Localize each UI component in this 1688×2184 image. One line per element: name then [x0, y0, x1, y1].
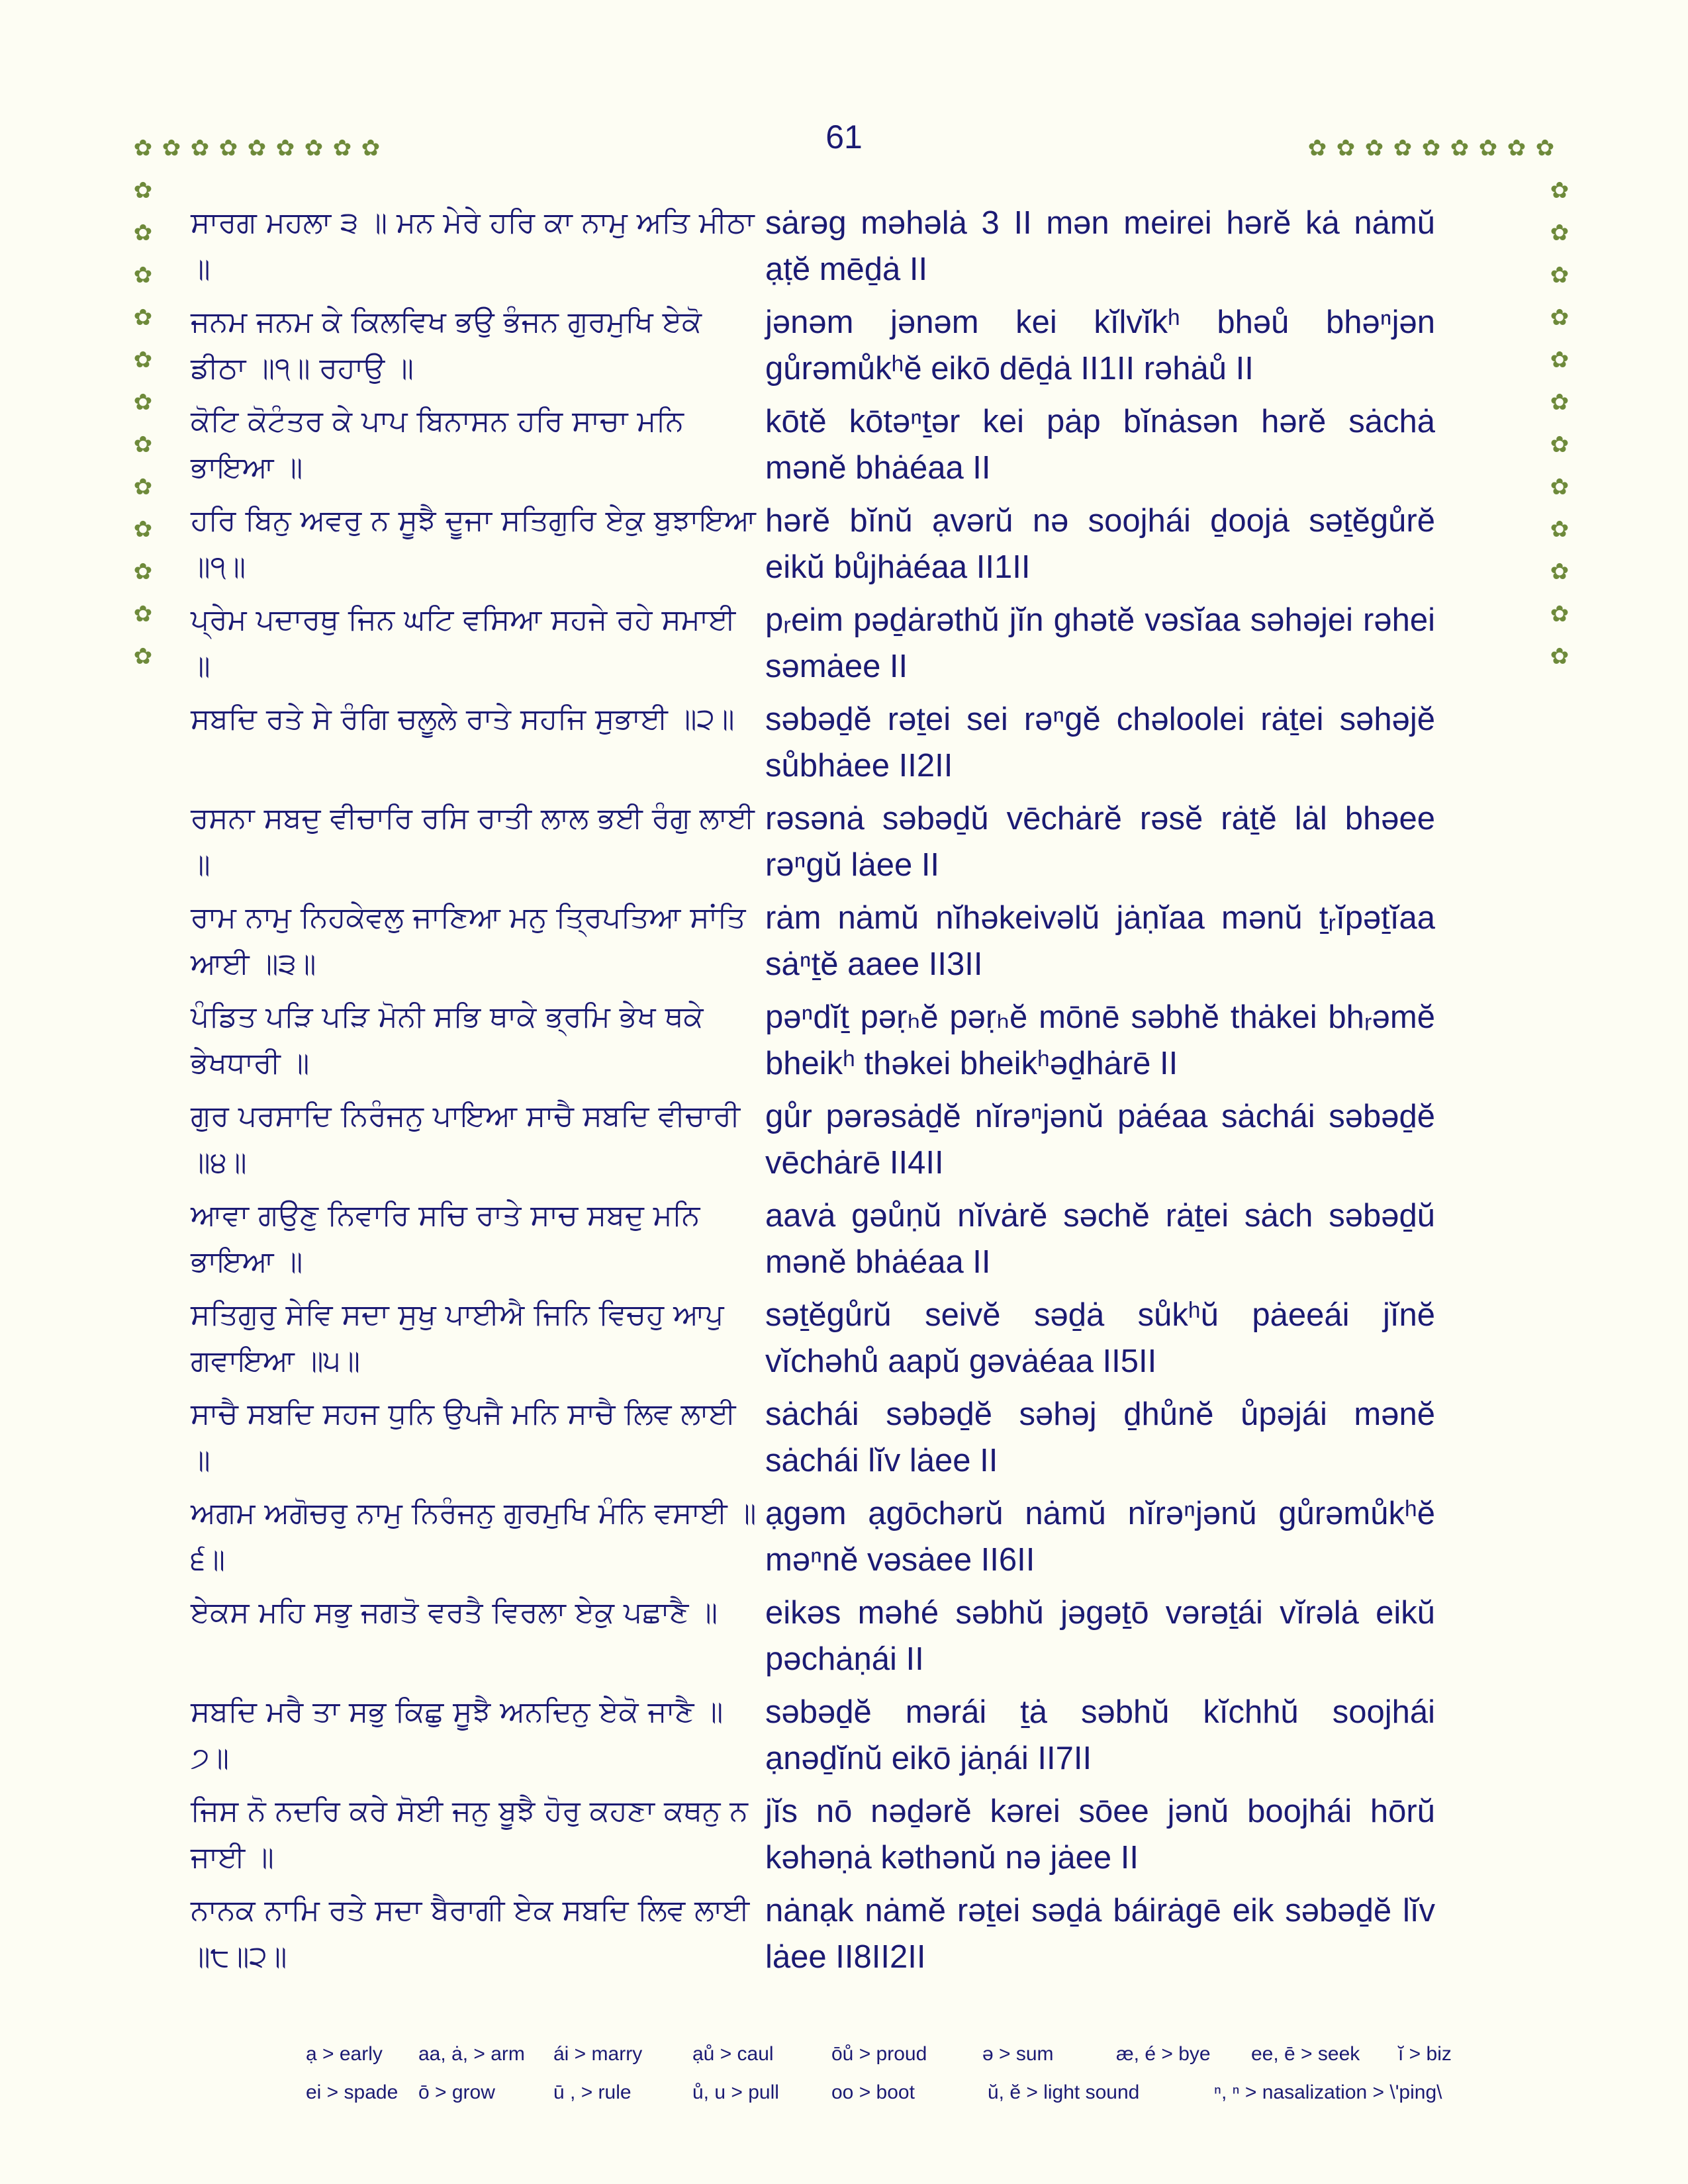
flower-icon: ✿ [1550, 432, 1570, 458]
pronunciation-key-item: ⁿ, ⁿ > nasalization > \'ping\ [1214, 2081, 1442, 2103]
gurmukhi-line: ਜਨਮ ਜਨਮ ਕੇ ਕਿਲਵਿਖ ਭਉ ਭੰਜਨ ਗੁਰਮੁਖਿ ਏਕੋ ਡੀਠਾ ॥੧॥ ਰਹਾਉ ॥ [191, 305, 702, 385]
flower-icon: ✿ [1550, 474, 1570, 500]
pronunciation-key-item: ŭ, ĕ > light sound [988, 2081, 1140, 2103]
gurmukhi-line: ਸਬਦਿ ਰਤੇ ਸੇ ਰੰਗਿ ਚਲੂਲੇ ਰਾਤੇ ਸਹਜਿ ਸੁਭਾਈ ॥੨॥ [191, 702, 735, 736]
flower-icon: ✿ [133, 432, 153, 458]
transliteration-line: sȧrəg məhəlȧ 3 II mən meirei hərĕ kȧ nȧmŭ ạṭĕ mēḏȧ II [765, 205, 1435, 287]
pronunciation-key-item: ee, ē > seek [1251, 2043, 1360, 2065]
transliteration-line: rəsənȧ səbəḏŭ vēchȧrĕ rəsĕ rȧṯĕ lȧl bhəee rəⁿgŭ lȧee II [765, 801, 1435, 883]
gurmukhi-line: ਰਾਮ ਨਾਮੁ ਨਿਹਕੇਵਲੁ ਜਾਣਿਆ ਮਨੁ ਤ੍ਰਿਪਤਿਆ ਸਾਂਤਿ ਆਈ ॥੩॥ [191, 901, 746, 981]
flower-icon: ✿ [133, 347, 153, 373]
flower-icon: ✿ [1478, 135, 1498, 161]
flower-icon: ✿ [133, 389, 153, 416]
flower-icon: ✿ [1550, 601, 1570, 627]
gurmukhi-line: ਕੋਟਿ ਕੋਟੰਤਰ ਕੇ ਪਾਪ ਬਿਨਾਸਨ ਹਰਿ ਸਾਚਾ ਮਨਿ ਭਾਇਆ ॥ [191, 404, 684, 484]
flower-icon: ✿ [190, 135, 210, 161]
pronunciation-key-item: ə > sum [982, 2043, 1054, 2065]
flower-icon: ✿ [1550, 220, 1570, 246]
transliteration-line: jənəm jənəm kei kĭlvĭkʰ bhəů bhəⁿjən gůrəmůkʰĕ eikō dēḏȧ II1II rəhȧů II [765, 304, 1435, 387]
gurmukhi-line: ਆਵਾ ਗਉਣੁ ਨਿਵਾਰਿ ਸਚਿ ਰਾਤੇ ਸਾਚ ਸਬਦੁ ਮਨਿ ਭਾਇਆ ॥ [191, 1199, 700, 1279]
flower-icon: ✿ [218, 135, 238, 161]
flower-icon: ✿ [1421, 135, 1441, 161]
flower-icon: ✿ [1550, 643, 1570, 670]
pronunciation-key-item: aa, ȧ, > arm [418, 2043, 525, 2065]
pronunciation-key-item: ū , > rule [553, 2081, 632, 2103]
gurmukhi-line: ਏਕਸ ਮਹਿ ਸਭੁ ਜਗਤੋ ਵਰਤੈ ਵਿਰਲਾ ਏਕੁ ਪਛਾਣੈ ॥ [191, 1596, 718, 1629]
transliteration-line: ạgəm ạgōchərŭ nȧmŭ nĭrəⁿjənŭ gůrəmůkʰĕ məⁿnĕ vəsȧee II6II [765, 1496, 1435, 1578]
flower-icon: ✿ [1393, 135, 1413, 161]
gurmukhi-line: ਸਾਚੈ ਸਬਦਿ ਸਹਜ ਧੁਨਿ ਉਪਜੈ ਮਨਿ ਸਾਚੈ ਲਿਵ ਲਾਈ ॥ [191, 1397, 736, 1477]
flower-icon: ✿ [361, 135, 381, 161]
flower-icon: ✿ [133, 262, 153, 289]
flower-icon: ✿ [133, 643, 153, 670]
transliteration-line: hərĕ bĭnŭ ạvərŭ nə soojhái ḏoojȧ səṯĕgůrĕ eikŭ bůjhȧéaa II1II [765, 503, 1435, 585]
flower-icon: ✿ [247, 135, 267, 161]
transliteration-line: rȧm nȧmŭ nĭhəkeivəlŭ jȧṇĭaa mənŭ ṯᵣĭpəṯĭaa sȧⁿṯĕ aaee II3II [765, 900, 1435, 982]
flower-icon: ✿ [162, 135, 181, 161]
transliteration-line: sȧchái səbəḏĕ səhəj ḏhůnĕ ůpəjái mənĕ sȧchái lĭv lȧee II [765, 1396, 1435, 1479]
flower-icon: ✿ [304, 135, 324, 161]
pronunciation-key-item: ōů > proud [831, 2043, 927, 2065]
flower-icon: ✿ [133, 516, 153, 543]
gurmukhi-line: ਸਬਦਿ ਮਰੈ ਤਾ ਸਭੁ ਕਿਛੁ ਸੂਝੈ ਅਨਦਿਨੁ ਏਕੋ ਜਾਣੈ ॥੭॥ [191, 1695, 724, 1775]
gurmukhi-line: ਰਸਨਾ ਸਬਦੁ ਵੀਚਾਰਿ ਰਸਿ ਰਾਤੀ ਲਾਲ ਭਈ ਰੰਗੁ ਲਾਈ ॥ [191, 801, 755, 882]
flower-icon: ✿ [133, 220, 153, 246]
pronunciation-key-item: ō > grow [418, 2081, 495, 2103]
transliteration-line: pᵣeim pəḏȧrəthŭ jĭn ghətĕ vəsĭaa səhəjei rəhei səmȧee II [765, 602, 1435, 684]
flower-icon: ✿ [1550, 559, 1570, 585]
flower-icon: ✿ [133, 474, 153, 500]
pronunciation-key-item: ĭ > biz [1398, 2043, 1452, 2065]
gurmukhi-line: ਗੁਰ ਪਰਸਾਦਿ ਨਿਰੰਜਨੁ ਪਾਇਆ ਸਾਚੈ ਸਬਦਿ ਵੀਚਾਰੀ ॥੪॥ [191, 1099, 741, 1179]
flower-icon: ✿ [133, 135, 153, 161]
flower-icon: ✿ [1550, 516, 1570, 543]
flower-icon: ✿ [1307, 135, 1327, 161]
transliteration-line: səbəḏĕ rəṯei sei rəⁿgĕ chəloolei rȧṯei səhəjĕ sůbhȧee II2II [765, 702, 1435, 784]
flower-icon: ✿ [1450, 135, 1470, 161]
flower-icon: ✿ [133, 601, 153, 627]
page-number: 61 [825, 118, 863, 156]
flower-icon: ✿ [1550, 304, 1570, 331]
gurmukhi-line: ਪੰਡਿਤ ਪੜਿ ਪੜਿ ਮੋਨੀ ਸਭਿ ਥਾਕੇ ਭ੍ਰਮਿ ਭੇਖ ਥਕੇ ਭੇਖਧਾਰੀ ॥ [191, 1000, 704, 1080]
gurmukhi-line: ਜਿਸ ਨੋ ਨਦਰਿ ਕਰੇ ਸੋਈ ਜਨੁ ਬੂਝੈ ਹੋਰੁ ਕਹਣਾ ਕਥਨੁ ਨ ਜਾਈ ॥ [191, 1794, 748, 1874]
transliteration-line: pəⁿdĭṯ pəṛₕĕ pəṛₕĕ mōnē səbhĕ thȧkei bhᵣəmĕ bheikʰ thəkei bheikʰəḏhȧrē II [765, 999, 1435, 1081]
pronunciation-key-item: ei > spade [306, 2081, 399, 2103]
transliteration-line: səṯĕgůrŭ seivĕ səḏȧ sůkʰŭ pȧeeái jĭnĕ vĭchəhů aapŭ gəvȧéaa II5II [765, 1297, 1435, 1379]
flower-icon: ✿ [1550, 177, 1570, 204]
flower-icon: ✿ [1535, 135, 1555, 161]
transliteration-line: səbəḏĕ mərái ṯȧ səbhŭ kĭchhŭ soojhái ạnəḏĭnŭ eikō jȧṇái II7II [765, 1694, 1435, 1776]
pronunciation-key-item: ạ > early [306, 2043, 383, 2065]
flower-icon: ✿ [1336, 135, 1356, 161]
flower-icon: ✿ [275, 135, 295, 161]
flower-icon: ✿ [133, 559, 153, 585]
transliteration-line: aavȧ gəůṇŭ nĭvȧrĕ səchĕ rȧṯei sȧch səbəḏŭ mənĕ bhȧéaa II [765, 1198, 1435, 1280]
transliteration-line: jĭs nō nəḏərĕ kərei sōee jənŭ boojhái hōrŭ kəhəṇȧ kəthənŭ nə jȧee II [765, 1794, 1435, 1876]
pronunciation-key-item: æ, é > bye [1116, 2043, 1211, 2065]
gurmukhi-line: ਸਾਰਗ ਮਹਲਾ ੩ ॥ ਮਨ ਮੇਰੇ ਹਰਿ ਕਾ ਨਾਮੁ ਅਤਿ ਮੀਠਾ ॥ [191, 206, 755, 286]
flower-icon: ✿ [1507, 135, 1526, 161]
pronunciation-key-item: ạů > caul [692, 2043, 774, 2065]
gurmukhi-line: ਨਾਨਕ ਨਾਮਿ ਰਤੇ ਸਦਾ ਬੈਰਾਗੀ ਏਕ ਸਬਦਿ ਲਿਵ ਲਾਈ ॥੮॥੨॥ [191, 1893, 750, 1974]
flower-icon: ✿ [133, 304, 153, 331]
transliteration-line: kōtĕ kōtəⁿṯər kei pȧp bĭnȧsən hərĕ sȧchȧ mənĕ bhȧéaa II [765, 404, 1435, 486]
gurmukhi-line: ਪ੍ਰੇਮ ਪਦਾਰਥੁ ਜਿਨ ਘਟਿ ਵਸਿਆ ਸਹਜੇ ਰਹੇ ਸਮਾਈ ॥ [191, 603, 736, 683]
flower-icon: ✿ [1550, 347, 1570, 373]
pronunciation-key-item: oo > boot [831, 2081, 915, 2103]
flower-icon: ✿ [1550, 262, 1570, 289]
transliteration-line: nȧnạk nȧmĕ rəṯei səḏȧ báirȧgē eik səbəḏĕ lĭv lȧee II8II2II [765, 1893, 1435, 1975]
gurmukhi-line: ਹਰਿ ਬਿਨੁ ਅਵਰੁ ਨ ਸੂਝੈ ਦੂਜਾ ਸਤਿਗੁਰਿ ਏਕੁ ਬੁਝਾਇਆ ॥੧॥ [191, 504, 756, 584]
pronunciation-key-item: ái > marry [553, 2043, 643, 2065]
transliteration-line: gůr pərəsȧḏĕ nĭrəⁿjənŭ pȧéaa sȧchái səbəḏĕ vēchȧrē II4II [765, 1099, 1435, 1181]
transliteration-line: eikəs məhé səbhŭ jəgəṯō vərəṯái vĭrəlȧ eikŭ pəchȧṇái II [765, 1595, 1435, 1677]
flower-icon: ✿ [133, 177, 153, 204]
gurmukhi-line: ਸਤਿਗੁਰੁ ਸੇਵਿ ਸਦਾ ਸੁਖੁ ਪਾਈਐ ਜਿਨਿ ਵਿਚਹੁ ਆਪੁ ਗਵਾਇਆ ॥੫॥ [191, 1298, 724, 1378]
flower-icon: ✿ [1364, 135, 1384, 161]
gurmukhi-line: ਅਗਮ ਅਗੋਚਰੁ ਨਾਮੁ ਨਿਰੰਜਨੁ ਗੁਰਮੁਖਿ ਮੰਨਿ ਵਸਾਈ ॥੬॥ [191, 1496, 757, 1576]
flower-icon: ✿ [1550, 389, 1570, 416]
pronunciation-key-item: ů, u > pull [692, 2081, 779, 2103]
flower-icon: ✿ [332, 135, 352, 161]
